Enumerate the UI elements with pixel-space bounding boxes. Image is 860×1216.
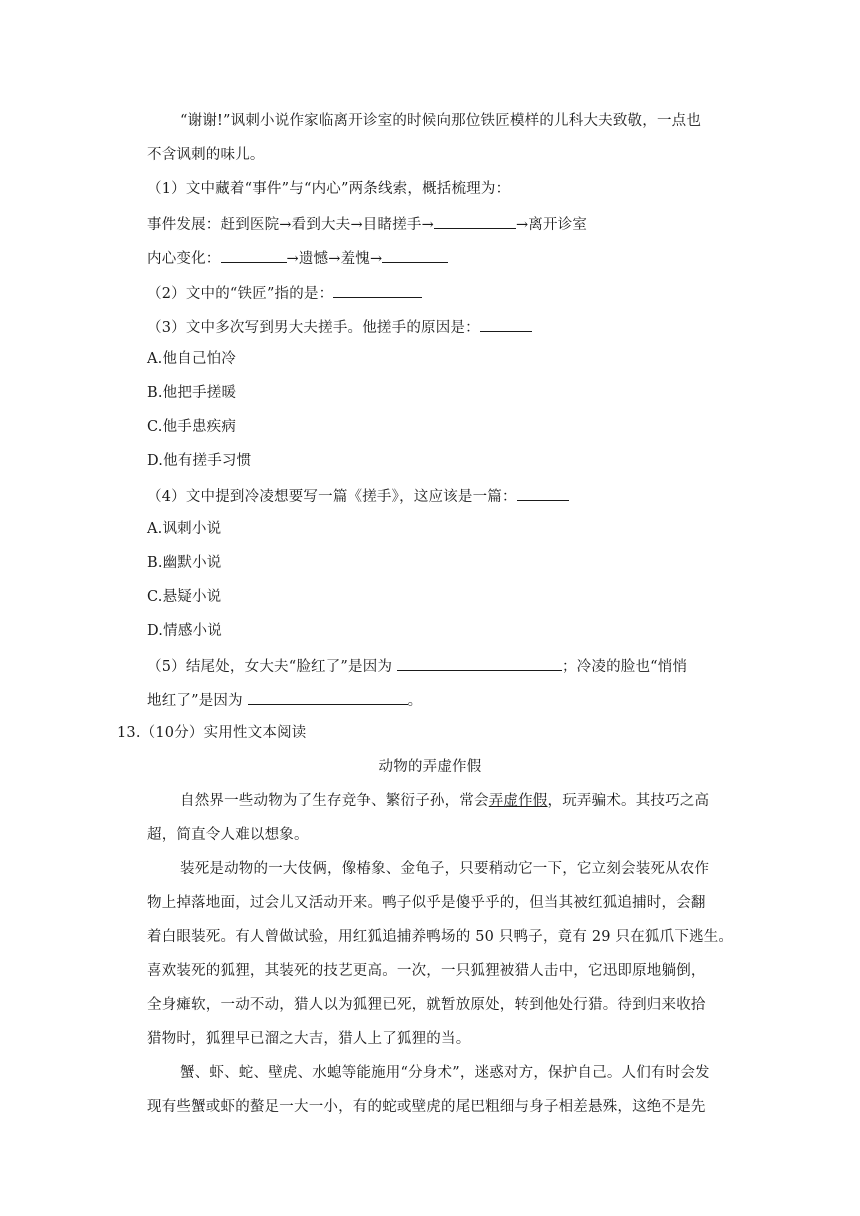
p1-part-a: 自然界一些动物为了生存竞争、繁衍子孙，常会: [180, 793, 489, 809]
question-1-label: （1）文中藏着“事件”与“内心”两条线索，概括梳理为：: [147, 181, 511, 197]
paragraph-2-line-5: 全身瘫软，一动不动，猎人以为狐狸已死，就暂放原处，转到他处行猎。待到归来收拾: [147, 997, 706, 1013]
paragraph-2-line-3: 着白眼装死。有人曾做试验，用红狐追捕养鸭场的 50 只鸭子，竟有 29 只在狐爪下逃生。: [147, 929, 734, 945]
question-3-option-a[interactable]: A.他自己怕冷: [147, 351, 236, 367]
question-5-blank-1[interactable]: [397, 655, 562, 671]
event-prefix: 事件发展：赶到医院→看到大夫→目睹搓手→: [147, 217, 434, 233]
question-3-label: （3）文中多次写到男大夫搓手。他搓手的原因是：: [147, 320, 480, 336]
question-3-option-b[interactable]: B.他把手搓暖: [147, 385, 237, 401]
question-5-part-4: 。: [407, 693, 423, 709]
question-3-option-c[interactable]: C.他手患疾病: [147, 419, 237, 435]
question-5-part-1: （5）结尾处，女大夫“脸红了”是因为: [147, 659, 397, 675]
story-end-line-1: “谢谢!”讽刺小说作家临离开诊室的时候向那位铁匠模样的儿科大夫致敬，一点也: [180, 113, 702, 129]
question-3-option-d[interactable]: D.他有搓手习惯: [147, 453, 252, 469]
paragraph-1-line-1: [180, 791, 709, 811]
question-4-option-d[interactable]: D.情感小说: [147, 623, 222, 639]
question-1-heart-line: [147, 247, 448, 269]
question-5-part-3: 地红了”是因为: [147, 693, 248, 709]
heart-answer-blank-1[interactable]: [221, 247, 287, 263]
question-4-line: [147, 485, 569, 507]
paragraph-2-line-6: 猎物时，狐狸早已溜之大吉，猎人上了狐狸的当。: [147, 1031, 471, 1047]
question-5-line-2: [147, 689, 422, 711]
paragraph-1-line-2: 超，简直令人难以想象。: [147, 827, 309, 843]
question-5-part-2: ；冷凌的脸也“悄悄: [561, 659, 688, 675]
question-2-label: （2）文中的“铁匠”指的是：: [147, 286, 334, 302]
question-5-line-1: [147, 655, 687, 677]
paragraph-2-line-4: 喜欢装死的狐狸，其装死的技艺更高。一次，一只狐狸被猎人击中，它迅即原地躺倒，: [147, 963, 706, 979]
question-4-blank[interactable]: [517, 485, 569, 501]
question-5-blank-2[interactable]: [248, 689, 408, 705]
question-4-option-c[interactable]: C.悬疑小说: [147, 589, 222, 605]
event-suffix: →离开诊室: [515, 217, 588, 233]
article-title: 动物的弄虚作假: [378, 759, 482, 775]
question-4-label: （4）文中提到冷凌想要写一篇《搓手》，这应该是一篇：: [147, 489, 517, 505]
question-2-line: [147, 282, 422, 304]
underlined-phrase: 弄虚作假: [488, 793, 548, 809]
question-13-label: 13.（10分）实用性文本阅读: [117, 725, 307, 741]
paragraph-3-line-2: 现有些蟹或虾的螯足一大一小，有的蛇或壁虎的尾巴粗细与身子相差悬殊，这绝不是先: [147, 1099, 706, 1115]
story-end-line-2: 不含讽刺的味儿。: [147, 147, 265, 163]
question-4-option-b[interactable]: B.幽默小说: [147, 555, 222, 571]
question-3-line: [147, 316, 532, 338]
question-1-event-line: [147, 213, 587, 235]
heart-answer-blank-2[interactable]: [382, 247, 448, 263]
paragraph-3-line-1: 蟹、虾、蛇、壁虎、水螅等能施用“分身术”，迷惑对方，保护自己。人们有时会发: [180, 1065, 710, 1081]
paragraph-2-line-1: 装死是动物的一大伎俩，像椿象、金龟子，只要稍动它一下，它立刻会装死从农作: [180, 861, 710, 877]
question-2-blank[interactable]: [333, 282, 422, 298]
p1-part-b: ，玩弄骗术。其技巧之高: [547, 793, 710, 809]
heart-prefix: 内心变化：: [147, 251, 221, 267]
paragraph-2-line-2: 物上掉落地面，过会儿又活动开来。鸭子似乎是傻乎乎的，但当其被红狐追捕时，会翻: [147, 895, 706, 911]
question-3-blank[interactable]: [480, 316, 532, 332]
question-4-option-a[interactable]: A.讽刺小说: [147, 521, 222, 537]
event-answer-blank[interactable]: [434, 213, 516, 229]
heart-middle: →遗憾→羞愧→: [286, 251, 383, 267]
